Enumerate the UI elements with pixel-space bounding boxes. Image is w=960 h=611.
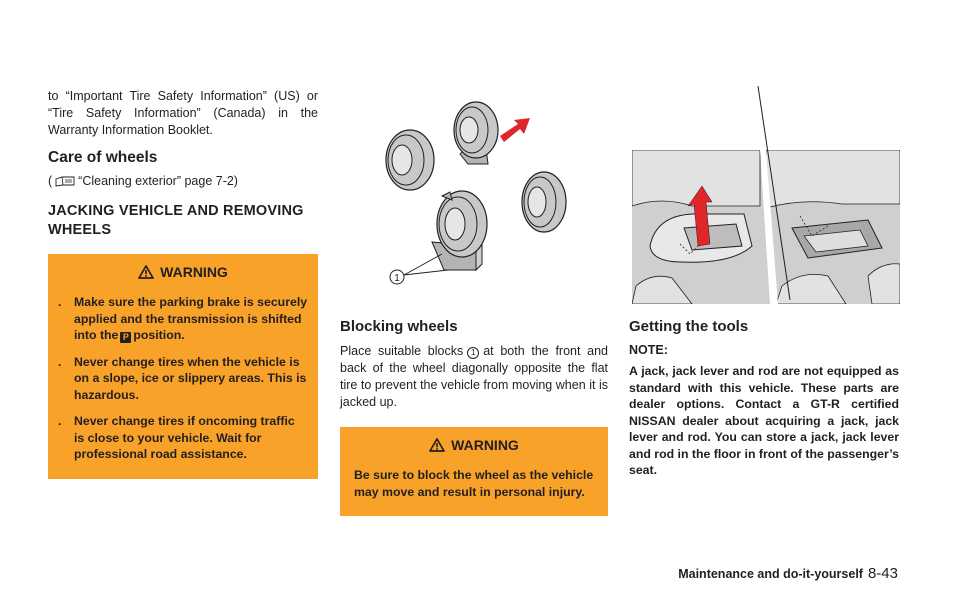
warning-title [58, 264, 308, 280]
warning-triangle-icon [138, 265, 154, 279]
bullet: . [58, 354, 62, 369]
tire-rear-left-blocked [432, 191, 487, 270]
warning-item-text [74, 294, 308, 344]
blocking-wheels-paragraph [340, 343, 608, 411]
page-footer [678, 565, 898, 582]
care-reference[interactable] [48, 173, 318, 190]
note-label: NOTE: [629, 343, 668, 357]
body-text-part: Place suitable blocks [340, 344, 464, 358]
care-of-wheels-heading: Care of wheels [48, 149, 158, 166]
left-column [48, 88, 318, 479]
warning-title-text: WARNING [160, 264, 228, 280]
tool-storage-illustration [632, 86, 900, 304]
intro-paragraph: to “Important Tire Safety Information” (US) or “Tire Safety Information” (Canada) in the Warranty Information Booklet. [48, 89, 318, 137]
care-reference-link[interactable]: “Cleaning exterior” page 7-2) [78, 174, 238, 188]
note-text: A jack, jack lever and rod are not equipped as standard with this vehicle. These parts are dealer options. Contact a GT-R certified NISSAN dealer about acquiring a jack, jack lever and rod. You can store a jack, jack lever and rod in the floor in front of the passenger’s seat. [629, 364, 899, 477]
tire-top-left [386, 130, 434, 190]
right-panel-floor [762, 150, 900, 304]
jacking-heading: JACKING VEHICLE AND REMOVING WHEELS [48, 203, 304, 238]
ref-open-paren: ( [48, 174, 53, 188]
warning-triangle-icon [429, 438, 445, 452]
reference-book-icon [55, 176, 75, 187]
callout-number: 1 [394, 273, 400, 284]
warning-item-text: Never change tires when the vehicle is on a slope, ice or slippery areas. This is hazardous. [74, 354, 307, 402]
callout-number: 1 [467, 347, 479, 359]
bullet: . [58, 295, 62, 309]
body-text-part: at both the front and back of the wheel diagonally opposite the flat tire to prevent the vehicle from moving when it is jacked up. [340, 344, 609, 409]
park-position-icon: P [120, 332, 131, 343]
middle-column [340, 318, 608, 516]
warning-title-text: WARNING [451, 437, 519, 453]
warning-item-text: Never change tires if oncoming traffic is close to your vehicle. Wait for professional road assistance. [74, 414, 295, 461]
warning-text: Be sure to block the wheel as the vehicle may move and result in personal injury. [354, 468, 594, 499]
tire-front-right-flat [454, 102, 498, 164]
wheel-blocks-illustration [372, 92, 590, 292]
warning-box-jacking [48, 254, 318, 479]
footer-section-title: Maintenance and do-it-yourself [678, 567, 863, 581]
list-item [58, 294, 308, 344]
tire-rear-right [522, 172, 566, 232]
page-number: 8-43 [867, 565, 898, 582]
warning-text-part: position. [133, 328, 185, 342]
red-arrow-icon [500, 118, 530, 142]
right-column [629, 318, 899, 479]
warning-box-blocking [340, 427, 608, 516]
bullet: . [58, 414, 62, 428]
list-item [58, 354, 308, 404]
warning-list [58, 294, 308, 463]
warning-text-part: Make sure the parking brake is securely applied and the transmission is shifted into the [74, 295, 308, 342]
getting-tools-heading: Getting the tools [629, 318, 749, 335]
blocking-wheels-heading: Blocking wheels [340, 318, 458, 335]
list-item [58, 413, 308, 463]
warning-title [350, 437, 598, 453]
